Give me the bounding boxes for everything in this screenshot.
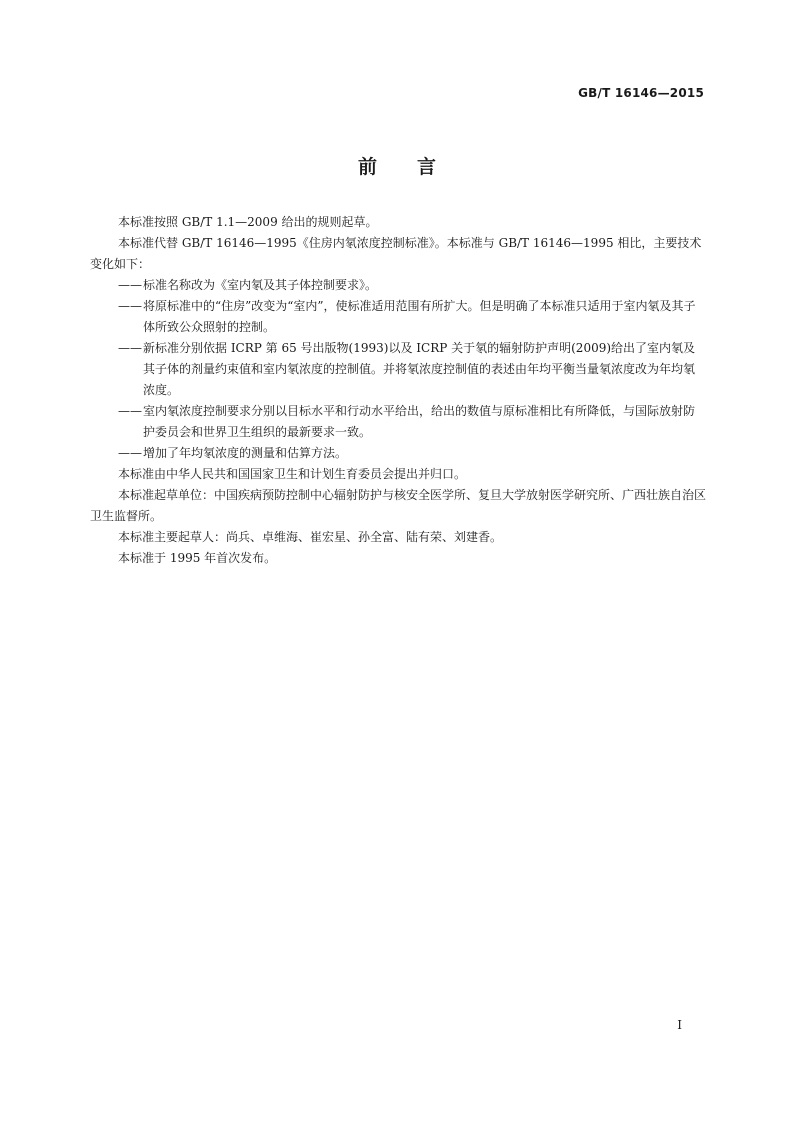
list-item [90,401,706,443]
list-item-text: 新标准分别依据 ICRP 第 65 号出版物(1993)以及 ICRP 关于氡的辐射防护声明(2009)给出了室内氡及其子体的剂量约束值和室内氡浓度的控制值。并将氡浓度控制值的表述由年均平衡当量氡浓度改为年均氡浓度。 [143,341,696,397]
list-item [90,275,706,296]
list-item [90,338,706,401]
list-item-text: 将原标准中的“住房”改变为“室内”，使标准适用范围有所扩大。但是明确了本标准只适用于室内氡及其子体所致公众照射的控制。 [143,299,696,334]
list-item-text: 增加了年均氡浓度的测量和估算方法。 [143,446,348,460]
dash-marker: —— [118,404,142,418]
list-item-text: 标准名称改为《室内氡及其子体控制要求》。 [143,278,378,292]
paragraph-proposer: 本标准由中华人民共和国国家卫生和计划生育委员会提出并归口。 [118,467,467,481]
paragraph-drafters: 本标准主要起草人：尚兵、卓维海、崔宏星、孙全富、陆有荣、刘建香。 [118,530,503,544]
dash-marker: —— [118,278,142,292]
paragraph-replacement: 本标准代替 GB/T 16146—1995《住房内氡浓度控制标准》。本标准与 GB/T 16146—1995 相比，主要技术变化如下： [90,236,702,271]
page-number: I [677,1018,682,1032]
list-item-text: 室内氡浓度控制要求分别以目标水平和行动水平给出，给出的数值与原标准相比有所降低，与国际放射防护委员会和世界卫生组织的最新要求一致。 [143,404,696,439]
dash-marker: —— [118,299,142,313]
standard-code: GB/T 16146—2015 [578,86,704,100]
list-item [90,296,706,338]
paragraph-drafting-rules: 本标准按照 GB/T 1.1—2009 给出的规则起草。 [118,215,378,229]
page-title: 前言 [357,156,476,178]
dash-marker: —— [118,341,142,355]
foreword-body [90,212,706,569]
paragraph-first-release: 本标准于 1995 年首次发布。 [118,551,277,565]
list-item [90,443,706,464]
paragraph-drafting-units: 本标准起草单位：中国疾病预防控制中心辐射防护与核安全医学所、复旦大学放射医学研究所、广西壮族自治区卫生监督所。 [90,488,707,523]
dash-marker: —— [118,446,142,460]
